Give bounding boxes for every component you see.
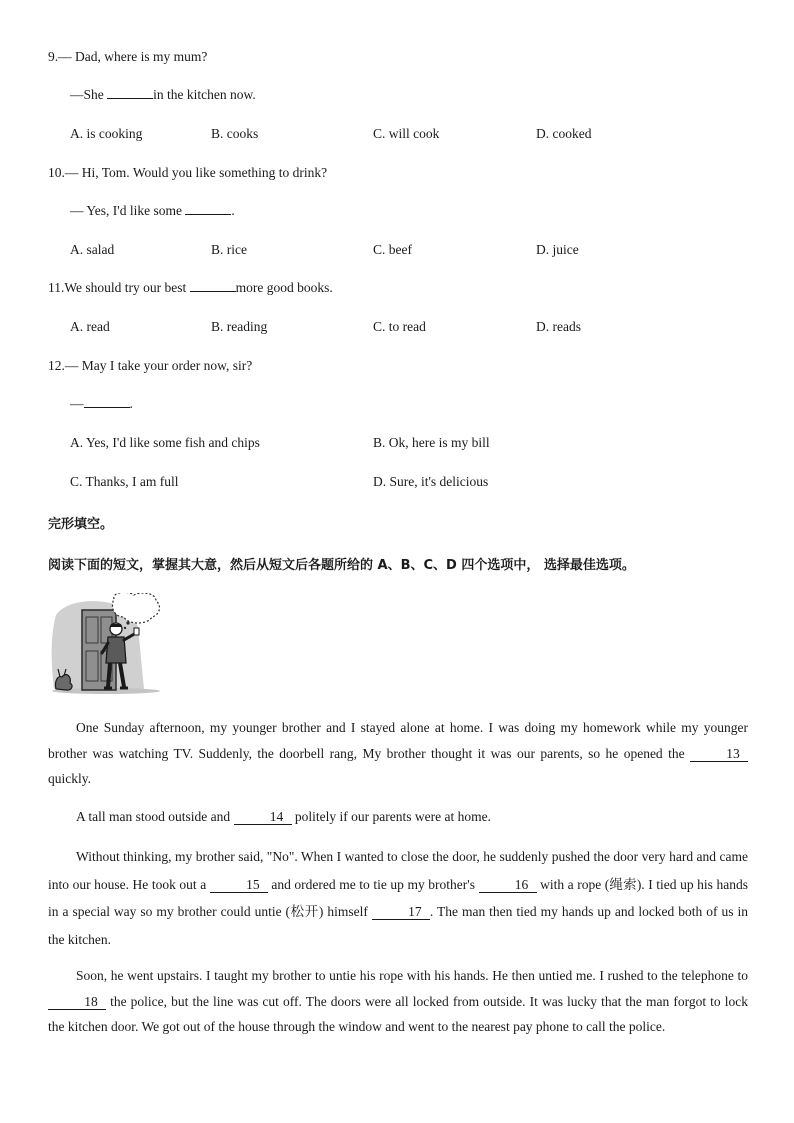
reply-text: . <box>231 203 235 218</box>
passage-text: Soon, he went upstairs. I taught my brother to untie his rope with his hands. He then untied me. I rushed to the telephone to <box>76 968 748 983</box>
passage-paragraph-2 <box>48 804 748 830</box>
reply-text: —She <box>70 87 108 102</box>
passage-paragraph-4 <box>48 963 748 1040</box>
question-12-option-c: C. Thanks, I am full <box>70 474 179 489</box>
question-11-option-d: D. reads <box>536 319 581 334</box>
answer-blank <box>190 291 236 292</box>
cloze-blank-15: 15 <box>210 877 268 893</box>
passage-text: and ordered me to tie up my brother's <box>267 876 479 892</box>
stem-text: more good books. <box>235 280 333 295</box>
passage-text: politely if our parents were at home. <box>291 809 491 824</box>
question-10-stem: 10.— Hi, Tom. Would you like something to drink? <box>48 165 328 180</box>
reply-text: in the kitchen now. <box>153 87 256 102</box>
cloze-blank-14: 14 <box>234 809 292 825</box>
question-9-stem: 9.— Dad, where is my mum? <box>48 49 208 64</box>
question-9-option-c: C. will cook <box>373 126 440 141</box>
question-10-reply <box>70 203 235 219</box>
passage-paragraph-3 <box>48 843 748 953</box>
reply-text: — Yes, I'd like some <box>70 203 186 218</box>
passage-text: Without thinking, my brother said, "No". When I wanted to close the door, he suddenly pushed the door very hard and came into our house. He took out a <box>48 849 748 892</box>
passage-text: One Sunday afternoon, my younger brother and I stayed alone at home. I was doing my homework while my younger brother was watching TV. Suddenly, the doorbell rang, My brother thought it was our parents, so he opened the <box>48 720 748 761</box>
question-10-option-a: A. salad <box>70 242 115 257</box>
question-11-stem <box>48 280 333 296</box>
question-9-option-a: A. is cooking <box>70 126 143 141</box>
cloze-blank-16: 16 <box>479 877 537 893</box>
passage-text: quickly. <box>48 771 91 786</box>
reply-text: — <box>70 396 84 411</box>
question-12-option-d: D. Sure, it's delicious <box>373 474 489 489</box>
question-11-option-b: B. reading <box>211 319 268 334</box>
passage-text: . The man then tied my hands up and locked both of us in the kitchen. <box>48 904 748 947</box>
question-10-option-c: C. beef <box>373 242 412 257</box>
doorway-man-illustration <box>48 593 166 695</box>
cloze-blank-13: 13 <box>690 746 748 762</box>
cloze-blank-18: 18 <box>48 994 106 1010</box>
question-12-stem: 12.— May I take your order now, sir? <box>48 358 253 373</box>
section-instructions: 阅读下面的短文，掌握其大意，然后从短文后各题所给的 A、B、C、D 四个选项中， 选择最佳选项。 <box>48 558 635 573</box>
answer-blank <box>107 98 153 99</box>
question-10-option-b: B. rice <box>211 242 247 257</box>
question-12-option-a: A. Yes, I'd like some fish and chips <box>70 435 260 450</box>
stem-text: 11.We should try our best <box>48 280 190 295</box>
passage-text: with a rope (绳索). I tied up his hands in a special way so my brother could untie (松开) himself <box>48 876 748 919</box>
question-9-reply <box>70 87 256 103</box>
reply-text: . <box>129 396 133 411</box>
question-11-option-a: A. read <box>70 319 110 334</box>
question-12-option-b: B. Ok, here is my bill <box>373 435 490 450</box>
question-10-option-d: D. juice <box>536 242 579 257</box>
cloze-blank-17: 17 <box>372 904 430 920</box>
section-title: 完形填空。 <box>48 517 114 532</box>
question-9-option-b: B. cooks <box>211 126 259 141</box>
passage-text: A tall man stood outside and <box>76 809 234 824</box>
passage-text: the police, but the line was cut off. The doors were all locked from outside. It was lucky that the man forgot to lock the kitchen door. We got out of the house through the window and went to the nearest pay phone to call the police. <box>48 993 748 1034</box>
passage-paragraph-1 <box>48 715 748 792</box>
question-9-option-d: D. cooked <box>536 126 592 141</box>
answer-blank <box>185 214 231 215</box>
answer-blank <box>84 407 130 408</box>
question-12-reply <box>70 396 133 412</box>
question-11-option-c: C. to read <box>373 319 426 334</box>
